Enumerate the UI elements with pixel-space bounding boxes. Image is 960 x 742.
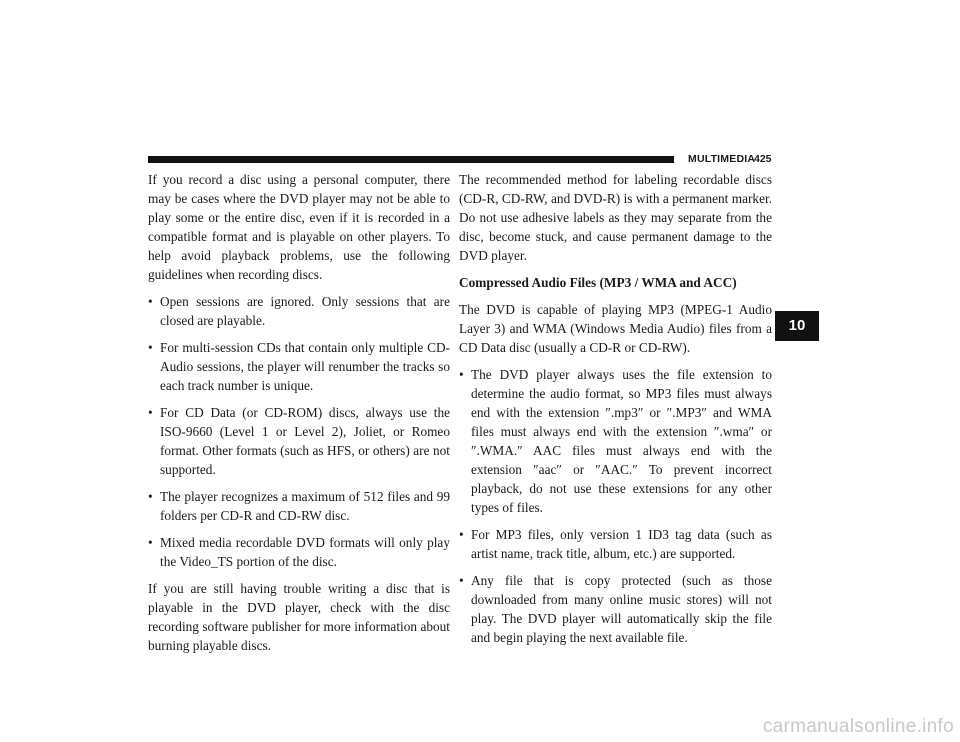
bullet-icon: • xyxy=(148,294,153,309)
list-item: • For MP3 files, only version 1 ID3 tag data (such as artist name, track title, album, etc.) are supported. xyxy=(459,527,772,561)
bullet-icon: • xyxy=(459,367,464,382)
header-rule xyxy=(148,156,674,163)
guidelines-list xyxy=(148,292,450,571)
section-title: MULTIMEDIA xyxy=(688,153,756,165)
list-item: • For CD Data (or CD-ROM) discs, always use the ISO-9660 (Level 1 or Level 2), Joliet, or Romeo format. Other formats (such as HFS, or others) are not supported. xyxy=(148,405,450,477)
watermark: carmanualsonline.info xyxy=(762,716,954,737)
list-item: • The player recognizes a maximum of 512 files and 99 folders per CD-R and CD-RW disc. xyxy=(148,489,450,523)
left-column xyxy=(148,170,450,663)
right-column xyxy=(459,170,772,655)
formats-paragraph: The DVD is capable of playing MP3 (MPEG-1 Audio Layer 3) and WMA (Windows Media Audio) files from a CD Data disc (usually a CD-R or CD-RW). xyxy=(459,302,772,355)
bullet-icon: • xyxy=(459,573,464,588)
list-item: • Open sessions are ignored. Only sessions that are closed are playable. xyxy=(148,294,450,328)
list-item: • The DVD player always uses the file extension to determine the audio format, so MP3 files must always end with the extension ″.mp3″ or ″.MP3″ and WMA files must always end with the extension ″.wma″ or ″.WMA.″ AAC files must always end with the extension ″aac″ or ″AAC.″ To prevent incorrect playback, do not use these extensions for any other types of files. xyxy=(459,367,772,515)
labeling-paragraph: The recommended method for labeling recordable discs (CD-R, CD-RW, and DVD-R) is with a permanent marker. Do not use adhesive labels as they may separate from the disc, become stuck, and cause permanent damage to the DVD player. xyxy=(459,172,772,263)
list-item: • Any file that is copy protected (such as those downloaded from many online music stores) will not play. The DVD player will automatically skip the file and begin playing the next available file. xyxy=(459,573,772,645)
bullet-icon: • xyxy=(148,340,153,355)
page-number: 425 xyxy=(754,153,772,165)
bullet-icon: • xyxy=(148,489,153,504)
bullet-icon: • xyxy=(148,535,153,550)
list-item: • Mixed media recordable DVD formats will only play the Video_TS portion of the disc. xyxy=(148,535,450,569)
closing-paragraph: If you are still having trouble writing a disc that is playable in the DVD player, check with the disc recording software publisher for more information about burning playable discs. xyxy=(148,581,450,653)
intro-paragraph: If you record a disc using a personal computer, there may be cases where the DVD player may not be able to play some or the entire disc, even if it is recorded in a compatible format and is playable on other players. To help avoid playback problems, use the following guidelines when recording discs. xyxy=(148,172,450,282)
audio-file-list xyxy=(459,365,772,647)
list-item: • For multi-session CDs that contain only multiple CD-Audio sessions, the player will renumber the tracks so each track number is unique. xyxy=(148,340,450,393)
section-subheading: Compressed Audio Files (MP3 / WMA and ACC) xyxy=(459,275,737,290)
bullet-icon: • xyxy=(148,405,153,420)
bullet-icon: • xyxy=(459,527,464,542)
chapter-tab: 10 xyxy=(775,311,819,341)
